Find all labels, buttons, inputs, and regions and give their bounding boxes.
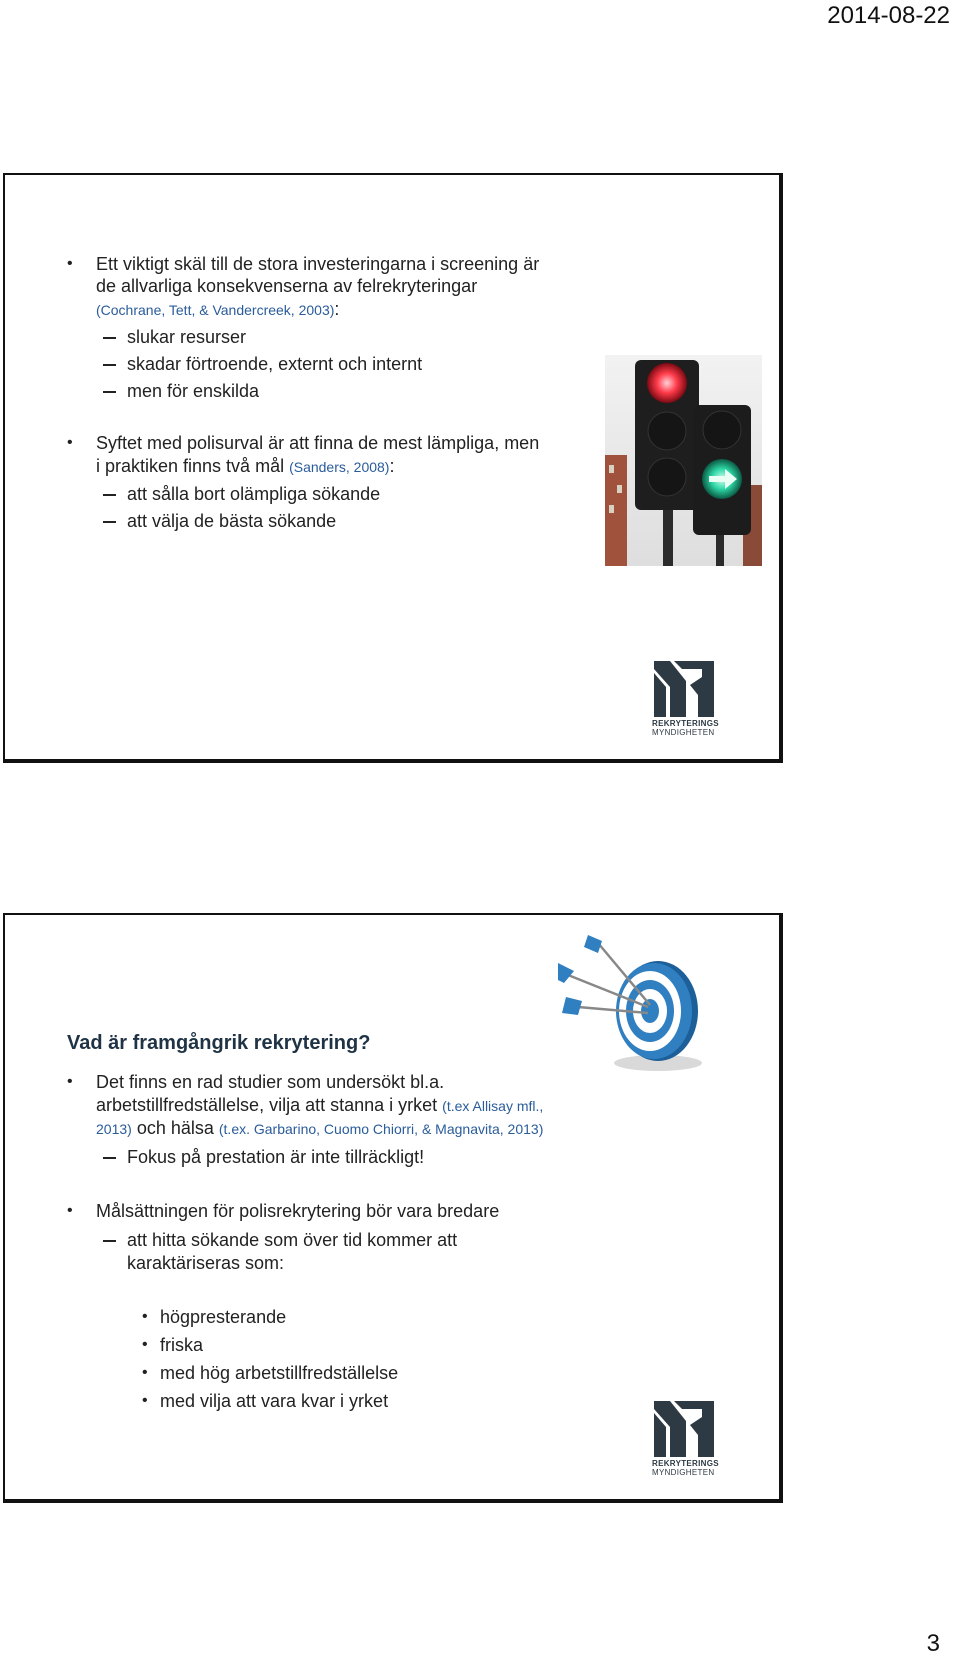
dash-marker xyxy=(103,1157,116,1159)
slide-2 xyxy=(3,913,783,1503)
logo-line1: REKRYTERINGS xyxy=(652,719,719,728)
citation: (t.ex Allisay mfl., xyxy=(442,1098,544,1114)
citation: (Cochrane, Tett, & Vandercreek, 2003) xyxy=(96,302,335,318)
dash-marker xyxy=(103,364,116,366)
bullet-marker: • xyxy=(142,1364,148,1381)
dartboard-image xyxy=(558,935,723,1075)
list-item: med hög arbetstillfredställelse xyxy=(160,1363,399,1383)
bullet-marker: • xyxy=(67,1073,73,1090)
list-item: med vilja att vara kvar i yrket xyxy=(160,1391,389,1411)
slide1-bullet1-line2: de allvarliga konsekvenserna av felrekryteringar xyxy=(96,276,478,296)
dash-marker xyxy=(103,494,116,496)
logo-wordmark xyxy=(652,719,722,737)
traffic-light-image xyxy=(605,355,762,566)
bullet-marker: • xyxy=(67,255,73,272)
slide2-heading: Vad är framgångrik rekrytering? xyxy=(67,1032,371,1054)
dash-marker xyxy=(103,1240,116,1242)
logo-line1: REKRYTERINGS xyxy=(652,1459,719,1468)
page-number: 3 xyxy=(926,1630,940,1657)
bullet-marker: • xyxy=(67,434,73,451)
list-item: friska xyxy=(160,1335,204,1355)
slide1-bullet1-line1: Ett viktigt skäl till de stora investeringarna i screening är xyxy=(96,254,540,274)
slide1-subitem: att sålla bort olämpliga sökande xyxy=(127,484,381,504)
dash-marker xyxy=(103,337,116,339)
slide2-bullet1-line1: Det finns en rad studier som undersökt bl.a. xyxy=(96,1072,445,1092)
bullet-marker: • xyxy=(142,1336,148,1353)
logo-line2: MYNDIGHETEN xyxy=(652,1468,715,1477)
rekryteringsmyndigheten-logo-icon xyxy=(652,1399,716,1459)
text-span: och hälsa xyxy=(131,1118,219,1138)
slide2-bullet1-line2 xyxy=(96,1094,543,1117)
dash-marker xyxy=(103,521,116,523)
slide2-bullet2-line1: Målsättningen för polisrekrytering bör vara bredare xyxy=(96,1201,500,1221)
slide1-bullet2-line1: Syftet med polisurval är att finna de mest lämpliga, men xyxy=(96,433,540,453)
slide1-subitem: skadar förtroende, externt och internt xyxy=(127,354,423,374)
rekryteringsmyndigheten-logo-icon xyxy=(652,659,716,719)
citation: (Sanders, 2008) xyxy=(289,459,390,475)
text-span: arbetstillfredställelse, vilja att stanna i yrket xyxy=(96,1095,443,1115)
logo-wordmark xyxy=(652,1459,722,1477)
citation: 2013) xyxy=(96,1121,132,1137)
logo-line2: MYNDIGHETEN xyxy=(652,728,715,737)
slide2-sub-line2: karaktäriseras som: xyxy=(127,1253,285,1273)
list-item: högpresterande xyxy=(160,1307,287,1327)
slide2-sub-line1: att hitta sökande som över tid kommer att xyxy=(127,1230,458,1250)
slide-1 xyxy=(3,173,783,763)
slide1-bullet1-citation-line xyxy=(96,298,339,321)
text-span: i praktiken finns två mål xyxy=(96,456,290,476)
slide1-subitem: slukar resurser xyxy=(127,327,247,347)
citation-suffix: : xyxy=(389,456,395,476)
citation-suffix: : xyxy=(334,299,340,319)
dash-marker xyxy=(103,391,116,393)
slide1-bullet2-line2 xyxy=(96,455,395,478)
slide2-subitem: Fokus på prestation är inte tillräckligt! xyxy=(127,1147,425,1167)
date-header: 2014-08-22 xyxy=(827,2,950,29)
citation: (t.ex. Garbarino, Cuomo Chiorri, & Magnavita, 2013) xyxy=(218,1121,544,1137)
slide1-subitem: men för enskilda xyxy=(127,381,260,401)
bullet-marker: • xyxy=(67,1202,73,1219)
slide2-bullet1-line3 xyxy=(96,1117,543,1140)
slide1-subitem: att välja de bästa sökande xyxy=(127,511,337,531)
bullet-marker: • xyxy=(142,1392,148,1409)
bullet-marker: • xyxy=(142,1308,148,1325)
